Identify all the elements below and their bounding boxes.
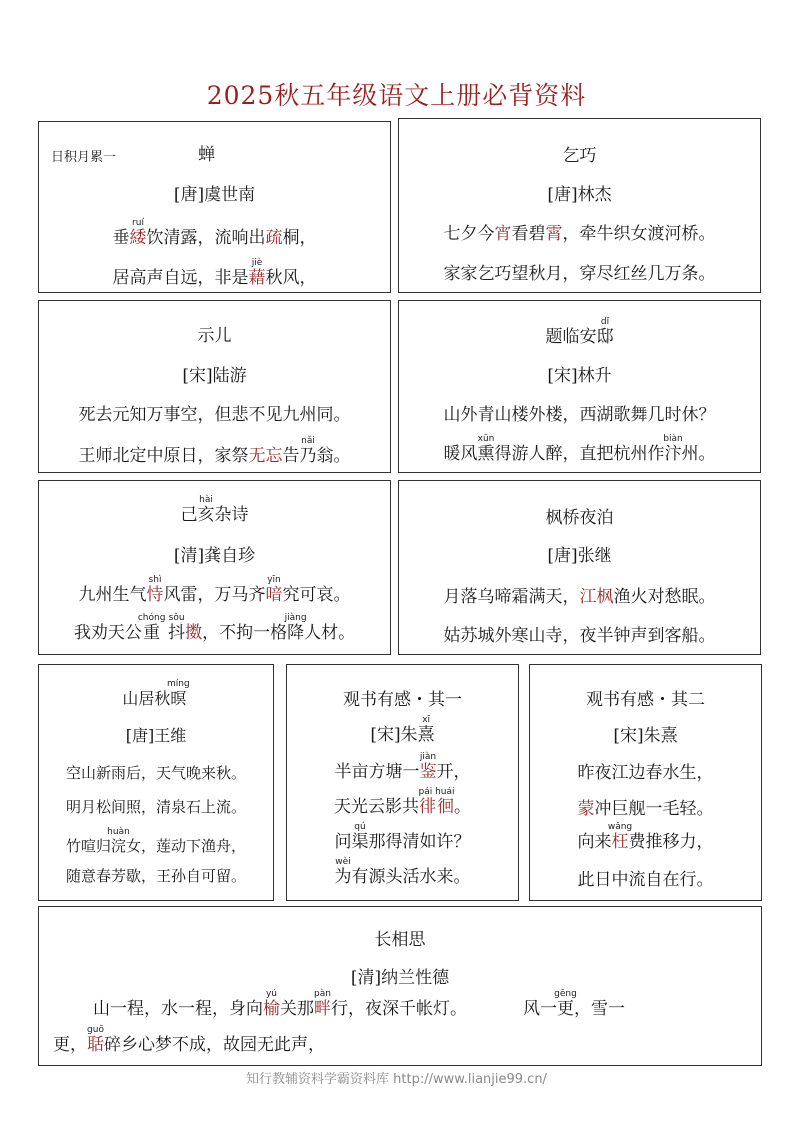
poem-author: [清]龚自珍 [173, 546, 256, 566]
poem-title: 山居秋暝míng [122, 679, 190, 708]
poem-line: 为wèi有源头活水来。 [334, 857, 471, 887]
poem-line: 我劝天公重chóng 抖sǒu擞，不拘一格降jiàng人材。 [73, 613, 356, 643]
poem-line: 半亩方塘一鉴jiàn开， [334, 752, 471, 782]
poem-card-qiqiao [398, 118, 761, 293]
footer-watermark: 知行教辅资料学霸资料库 http://www.lianjie99.cn/ [246, 1072, 547, 1087]
poem-title: 蝉 [198, 145, 215, 165]
poem-title: 枫桥夜泊 [545, 508, 614, 528]
poem-author: [唐]虞世南 [173, 185, 256, 205]
poem-line: 死去元知万事空，但悲不见九州同。 [78, 405, 351, 425]
poem-author: [唐]王维 [125, 726, 187, 745]
poem-line: 暖风熏xūn得游人醉，直把杭州作汴biàn州。 [443, 434, 716, 464]
poem-line: 月落乌啼霜满天，江枫渔火对愁眠。 [443, 587, 716, 607]
poem-author: [清]纳兰性德 [350, 968, 450, 988]
poem-line: 居高声自远，非是藉jiè秋风， [112, 258, 317, 288]
poem-line: 向来枉wǎng费推移力， [577, 822, 714, 852]
poem-line: 空山新雨后，天气晚来秋。 [65, 764, 246, 782]
poem-line: 明月松间照，清泉石上流。 [65, 798, 246, 816]
corner-label: 日积月累一 [51, 150, 117, 165]
poem-title: 己亥hài杂诗 [180, 495, 249, 525]
poem-title: 长相思 [374, 930, 426, 950]
poem-title: 乞巧 [562, 146, 597, 166]
poem-line: 蒙冲巨舰一毛轻。 [577, 799, 714, 819]
poem-line: 山外青山楼外楼，西湖歌舞几时休？ [443, 405, 716, 425]
poem-author: [宋]林升 [547, 366, 612, 386]
poem-line: 竹喧归浣huàn女，莲动下渔舟， [65, 827, 247, 855]
poem-card-chan [38, 121, 391, 293]
poem-line: 姑苏城外寒山寺，夜半钟声到客船。 [443, 626, 716, 646]
poem-card-tilinan [398, 300, 761, 473]
page-title: 2025秋五年级语文上册必背资料 [206, 81, 587, 110]
poem-card-guanshu2 [529, 664, 762, 901]
poem-line: 家家乞巧望秋月，穿尽红丝几万条。 [443, 264, 716, 284]
poem-card-shier [38, 300, 391, 473]
poem-card-changxiangsi [38, 906, 762, 1066]
poem-author: [宋]朱熹 [613, 726, 678, 746]
poem-card-guanshu1 [286, 664, 519, 901]
poem-card-fengqiao [398, 480, 761, 655]
poem-author: [宋]朱熹xī [370, 715, 435, 745]
poem-title: 题临安邸dǐ [545, 317, 614, 347]
poem-line: 垂緌ruí饮清露，流响出疏桐， [112, 218, 317, 248]
poem-line: 昨夜江边春水生， [577, 763, 714, 783]
poem-line: 九州生气恃shì风雷，万马齐喑yīn究可哀。 [78, 575, 351, 605]
poem-author: [唐]张继 [547, 546, 612, 566]
poem-title: 示儿 [197, 326, 232, 346]
poem-author: [唐]林杰 [547, 185, 612, 205]
poem-card-jihai [38, 480, 391, 655]
poem-line: 山一程，水一程，身向榆yú关那畔pàn行，夜深千帐灯。 风一更gēng，雪一 [93, 989, 625, 1019]
poem-line: 七夕今宵看碧霄，牵牛织女渡河桥。 [443, 224, 716, 244]
poem-line: 王师北定中原日，家祭无忘告乃nǎi翁。 [78, 436, 351, 466]
poem-line: 问渠qú那得清如许？ [334, 822, 471, 852]
poem-author: [宋]陆游 [182, 366, 247, 386]
poem-title: 观书有感・其二 [586, 690, 705, 710]
poem-line: 天光云影共徘徊pái huái。 [333, 787, 471, 817]
poem-line: 此日中流自在行。 [577, 870, 714, 890]
poem-line: 随意春芳歇，王孙自可留。 [65, 867, 246, 885]
poem-line: 更，聒guō碎乡心梦不成，故园无此声， [53, 1025, 325, 1055]
poem-title: 观书有感・其一 [343, 690, 462, 710]
poem-card-shanju [38, 664, 274, 901]
